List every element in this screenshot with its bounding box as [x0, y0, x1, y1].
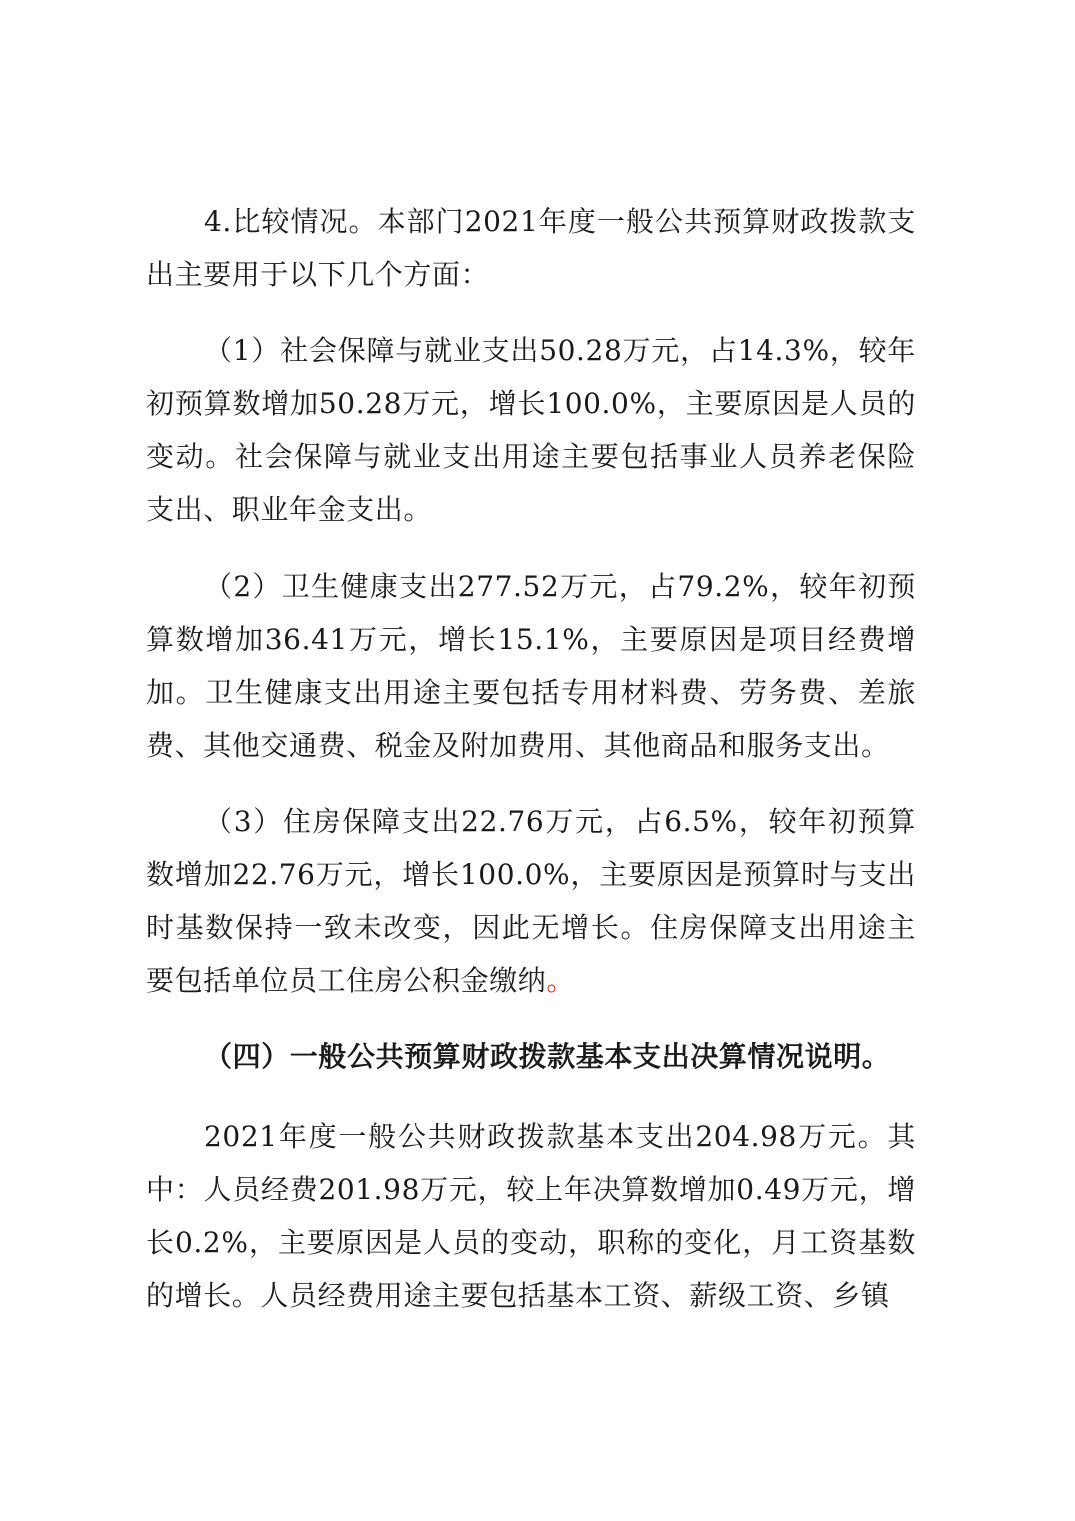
- housing-paragraph-text: （3）住房保障支出22.76万元，占6.5%，较年初预算数增加22.76万元，增长100.0%，主要原因是预算时与支出时基数保持一致未改变，因此无增长。住房保障支出用途主要包括单位员工住房公积金缴纳: [146, 805, 916, 997]
- paragraph-social-security-expenditure: （1）社会保障与就业支出50.28万元，占14.3%，较年初预算数增加50.28万元，增长100.0%，主要原因是人员的变动。社会保障与就业支出用途主要包括事业人员养老保险支出、职业年金支出。: [146, 334, 916, 526]
- paragraph-housing-expenditure: [146, 795, 916, 1007]
- paragraph-comparison-intro: 4.比较情况。本部门2021年度一般公共预算财政拨款支出主要用于以下几个方面：: [146, 205, 916, 291]
- section-heading-basic-expenditure: （四）一般公共预算财政拨款基本支出决算情况说明。: [204, 1040, 891, 1073]
- housing-paragraph-end-mark: 。: [546, 964, 576, 997]
- paragraph-health-expenditure: （2）卫生健康支出277.52万元，占79.2%，较年初预算数增加36.41万元，增长15.1%，主要原因是项目经费增加。卫生健康支出用途主要包括专用材料费、劳务费、差旅费、其他交通费、税金及附加费用、其他商品和服务支出。: [146, 570, 916, 762]
- paragraph-basic-expenditure: 2021年度一般公共财政拨款基本支出204.98万元。其中：人员经费201.98万元，较上年决算数增加0.49万元，增长0.2%，主要原因是人员的变动，职称的变化，月工资基数的增长。人员经费用途主要包括基本工资、薪级工资、乡镇: [146, 1120, 916, 1312]
